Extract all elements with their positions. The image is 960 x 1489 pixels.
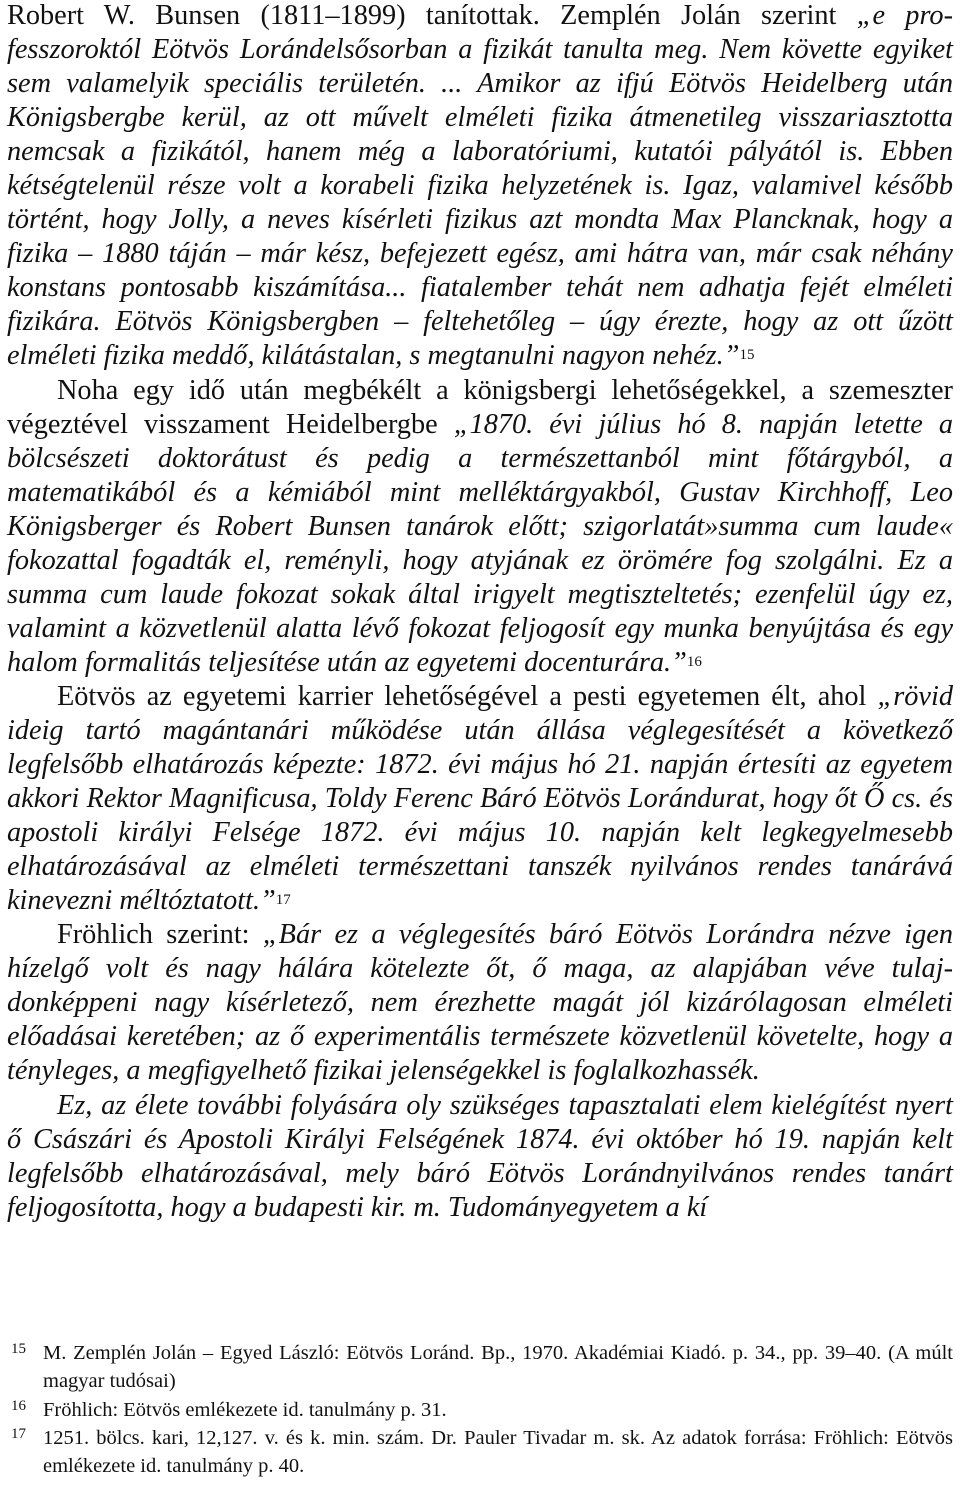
paragraph	[7, 918, 953, 1088]
paragraph-text: Fröhlich szerint:	[57, 919, 263, 951]
paragraph	[7, 0, 953, 374]
footnote-text: Fröhlich: Eötvös emlékezete id. tanulmány p. 31.	[43, 1398, 447, 1421]
footnote	[7, 1425, 953, 1481]
paragraph-text: Eötvös az egyetemi karrier lehetőségével a pesti egyetemen élt, ahol	[57, 680, 878, 712]
footnote-text: M. Zemplén Jolán – Egyed László: Eötvös Loránd. Bp., 1970. Akadémiai Kiadó. p. 34., pp. 39–40. (A múlt magyar tudósai)	[43, 1342, 953, 1392]
quotation: Ez, az élete további folyására oly szükséges tapasztalati elem kielégítést nyert ő Császári és Apostoli Királyi Felségének 1874. évi október hó 19. napján kelt legfelsőbb elhatározásával, mely báró Eötvös Lorándnyilvános rendes tanárt feljogosította, hogy a budapesti kir. m. Tudományegyetem a kí	[7, 1089, 953, 1223]
paragraph	[7, 680, 953, 918]
quotation: „e professzoroktól Eötvös Lorándelsősorban a fizikát tanulta meg. Nem követte egyiket sem valamelyik speciális területén. ... Amikor az ifjú Eötvös Heidelberg után Königsbergbe kerül, az ott művelt elméleti fizika átmenetileg visszariasztotta nemcsak a fizikától, hanem még a laboratóriumi, kutatói pályától is. Ebben kétségtelenül része volt a korabeli fizika helyzetének is. Igaz, valamivel később történt, hogy Jolly, a neves kísérleti fizikus azt mondta Max Plancknak, hogy a fizika – 1880 táján – már kész, befejezett egész, ami hátra van, már csak néhány konstans pontosabb kiszámítása... fiatalember tehát nem adhatja fejét elméleti fizikára. Eötvös Königsbergben – feltehetőleg – úgy érezte, hogy az ott űzött elméleti fizika meddő, kilátástalan, s megtanulni nagyon nehéz.”	[7, 0, 953, 372]
footnote	[7, 1340, 953, 1396]
quotation: „1870. évi július hó 8. napján letette a bölcsészeti doktorátust és pedig a természettanból mint főtárgyból, a matematikából és a kémiából mint melléktárgyakból, Gustav Kirchhoff, Leo Königsberger és Robert Bunsen tanárok előtt; szigorlatát»summa cum laude« fokozattal fogadták el, reményli, hogy atyjának ez örömére fog szolgálni. Ez a summa cum laude fokozat sokak által irigyelt megtiszteltetés; ezenfelül úgy ez, valamint a közvetlenül alatta lévő fokozat feljogosít egy munka benyújtása és egy halom formalitás teljesítése után az egyetemi docenturára.”	[7, 408, 954, 678]
document-page	[7, 0, 953, 1225]
footnote-number: 16	[11, 1397, 26, 1414]
footnote-reference: 15	[739, 347, 755, 364]
footnote-reference: 16	[686, 653, 702, 670]
paragraph	[7, 374, 953, 680]
quotation: „rövid ideig tartó magántanári működése után állása véglegesítését a következő legfelsőbb elhatározás képezte: 1872. évi május hó 21. napján értesíti az egyetem akkori Rektor Magnificusa, Toldy Ferenc Báró Eötvös Lorándurat, hogy őt Ő cs. és apostoli királyi Felsége 1872. évi május 10. napján kelt legkegyelmesebb elhatározásával az elméleti természettani tanszék nyilvános rendes tanárává kinevezni méltóztatott.”	[7, 680, 953, 917]
quotation: „Bár ez a véglegesítés báró Eötvös Lorándra nézve igen hízelgő volt és nagy hálára kötelezte őt, ő maga, az alapjában véve tulajdonképpeni nagy kísérletező, nem érezhette magát jól kizárólagosan elméleti előadásai keretében; az ő experimentális természete közvetlenül követelte, hogy a tényleges, a megfigyelhető fizikai jelenségekkel is foglalkozhassék.	[7, 919, 954, 1087]
footnote-number: 15	[11, 1341, 26, 1357]
paragraph-text: Noha egy idő után megbékélt a königsbergi lehetőségekkel, a szemeszter végeztével visszament Heidelbergbe	[7, 374, 953, 440]
footnote-number: 17	[11, 1426, 26, 1443]
footnote	[7, 1397, 953, 1425]
footnote-reference: 17	[275, 892, 291, 909]
footnote-text: 1251. bölcs. kari, 12,127. v. és k. min. szám. Dr. Pauler Tivadar m. sk. Az adatok forrása: Fröhlich: Eötvös emlékezete id. tanulmány p. 40.	[43, 1427, 953, 1478]
body-text	[7, 0, 953, 1225]
paragraph	[7, 1089, 953, 1225]
footnotes	[7, 1340, 953, 1482]
paragraph-text: Robert W. Bunsen (1811–1899) tanítottak. Zemplén Jolán szerint	[7, 0, 857, 31]
